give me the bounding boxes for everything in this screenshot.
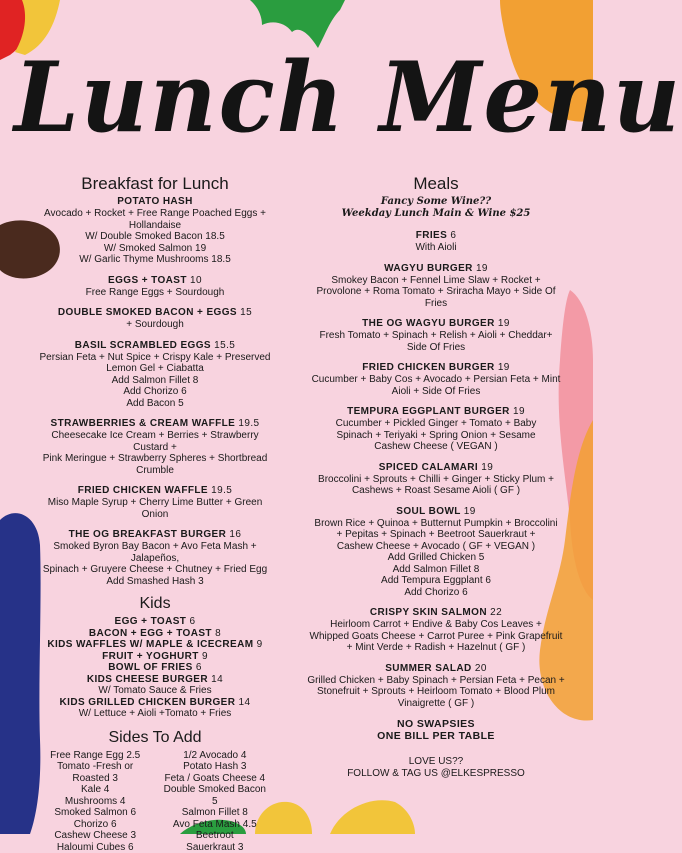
item-description-line: Smoked Byron Bay Bacon + Avo Feta Mash + Jalapeños, [36, 541, 274, 564]
side-item: Free Range Egg 2.5 [40, 750, 150, 762]
menu-item [36, 418, 274, 476]
item-name-text: THE OG BREAKFAST BURGER [69, 529, 227, 540]
item-price: 8 [215, 628, 221, 639]
item-price: 15.5 [214, 340, 235, 351]
item-description-line: Cashew Cheese + Avocado ( GF + VEGAN ) [300, 541, 572, 553]
item-name-text: KIDS CHEESE BURGER [87, 674, 208, 685]
menu-item-name [36, 662, 274, 674]
kids-section-title: Kids [36, 594, 274, 614]
menu-item-name [36, 697, 274, 709]
item-description-line: Add Smashed Hash 3 [36, 576, 274, 588]
item-description-line: Pink Meringue + Strawberry Spheres + Shortbread Crumble [36, 453, 274, 476]
side-item: Sauerkraut 3 [160, 842, 270, 853]
item-description-line: Add Tempura Eggplant 6 [300, 575, 572, 587]
menu-item-name [36, 674, 274, 686]
item-name-text: WAGYU BURGER [384, 263, 473, 274]
item-description-line: Cheesecake Ice Cream + Berries + Strawberry Custard + [36, 430, 274, 453]
item-description-line: Add Salmon Fillet 8 [36, 375, 274, 387]
item-description-line: Cashew Cheese ( VEGAN ) [300, 441, 572, 453]
yellow-bottom-shape-2 [330, 800, 415, 834]
side-item: Double Smoked Bacon 5 [160, 784, 270, 807]
item-name-text: FRUIT + YOGHURT [102, 651, 199, 662]
notice-one-bill: ONE BILL PER TABLE [300, 730, 572, 742]
menu-item [300, 318, 572, 353]
item-name-text: CRISPY SKIN SALMON [370, 607, 487, 618]
menu-item-name [36, 639, 274, 651]
sides-section-title: Sides To Add [36, 728, 274, 748]
item-description-line: W/ Lettuce + Aioli +Tomato + Fries [36, 708, 274, 720]
item-description-line: Hollandaise [36, 220, 274, 232]
item-description-line: With Aioli [300, 242, 572, 254]
item-name-text: FRIED CHICKEN WAFFLE [78, 485, 208, 496]
menu-item-name [36, 529, 274, 541]
side-item: Salmon Fillet 8 [160, 807, 270, 819]
wine-subtitle: Fancy Some Wine?? [300, 196, 572, 208]
side-item: Chorizo 6 [40, 819, 150, 831]
item-description-line: Add Bacon 5 [36, 398, 274, 410]
menu-item [36, 275, 274, 299]
menu-item-name [36, 651, 274, 663]
item-name-text: KIDS WAFFLES W/ MAPLE & ICECREAM [47, 639, 253, 650]
item-name-text: POTATO HASH [117, 196, 193, 207]
footer-love-us: LOVE US?? [300, 756, 572, 768]
menu-item [300, 406, 572, 453]
item-description-line: Cucumber + Pickled Ginger + Tomato + Baby [300, 418, 572, 430]
side-item: Kale 4 [40, 784, 150, 796]
breakfast-section-title: Breakfast for Lunch [36, 174, 274, 194]
item-description-line: W/ Garlic Thyme Mushrooms 18.5 [36, 254, 274, 266]
menu-item-name [300, 230, 572, 242]
breakfast-items [36, 196, 274, 587]
footer-follow: FOLLOW & TAG US @ELKESPRESSO [300, 768, 572, 780]
item-description-line: W/ Double Smoked Bacon 18.5 [36, 231, 274, 243]
item-price: 20 [475, 663, 487, 674]
menu-item-name [300, 462, 572, 474]
item-price: 6 [196, 662, 202, 673]
side-item: Tomato -Fresh or [40, 761, 150, 773]
menu-item [300, 263, 572, 310]
item-name-text: EGGS + TOAST [108, 275, 187, 286]
menu-item-name [36, 628, 274, 640]
item-description-line: Miso Maple Syrup + Cherry Lime Butter + Green Onion [36, 497, 274, 520]
menu-item-name [300, 506, 572, 518]
item-name-text: DOUBLE SMOKED BACON + EGGS [58, 307, 237, 318]
menu-item [300, 607, 572, 654]
item-name-text: BASIL SCRAMBLED EGGS [75, 340, 211, 351]
item-price: 15 [240, 307, 252, 318]
menu-item-name [300, 406, 572, 418]
menu-item [36, 651, 274, 663]
menu-item-name [36, 340, 274, 352]
menu-item [36, 639, 274, 651]
menu-item [36, 616, 274, 628]
navy-blob-shape [0, 513, 41, 834]
menu-item [36, 529, 274, 587]
menu-item [36, 196, 274, 266]
item-description-line: Aioli + Side Of Fries [300, 386, 572, 398]
menu-item [36, 485, 274, 520]
item-description-line: Cucumber + Baby Cos + Avocado + Persian Feta + Mint [300, 374, 572, 386]
item-description-line: Add Salmon Fillet 8 [300, 564, 572, 576]
item-name-text: SOUL BOWL [396, 506, 460, 517]
item-price: 19 [513, 406, 525, 417]
side-item: Potato Hash 3 [160, 761, 270, 773]
side-item: Cashew Cheese 3 [40, 830, 150, 842]
item-description-line: Vinaigrette ( GF ) [300, 698, 572, 710]
item-description-line: Persian Feta + Nut Spice + Crispy Kale + Preserved [36, 352, 274, 364]
item-name-text: TEMPURA EGGPLANT BURGER [347, 406, 510, 417]
menu-item-name [300, 263, 572, 275]
menu-item-name [300, 362, 572, 374]
side-item: Haloumi Cubes 6 [40, 842, 150, 853]
item-description-line: Side Of Fries [300, 342, 572, 354]
side-item: Mushrooms 4 [40, 796, 150, 808]
item-name-text: FRIES [416, 230, 447, 241]
menu-item-name [36, 275, 274, 287]
side-item: Avo Feta Mash 4.5 [160, 819, 270, 831]
item-name-text: STRAWBERRIES & CREAM WAFFLE [51, 418, 236, 429]
menu-item [36, 697, 274, 720]
menu-item [300, 663, 572, 710]
item-price: 19.5 [211, 485, 232, 496]
item-description-line: Heirloom Carrot + Endive & Baby Cos Leaves + [300, 619, 572, 631]
menu-item [36, 340, 274, 410]
menu-item [36, 674, 274, 697]
item-description-line: Free Range Eggs + Sourdough [36, 287, 274, 299]
item-price: 19 [476, 263, 488, 274]
menu-item-name [36, 418, 274, 430]
item-price: 19 [498, 362, 510, 373]
menu-item [36, 628, 274, 640]
item-description-line: Broccolini + Sprouts + Chilli + Ginger + Sticky Plum + [300, 474, 572, 486]
menu-item-name [36, 485, 274, 497]
wine-deal: Weekday Lunch Main & Wine $25 [300, 208, 572, 220]
item-price: 10 [190, 275, 202, 286]
item-description-line: Stonefruit + Sprouts + Heirloom Tomato + Blood Plum [300, 686, 572, 698]
sides-left-column [40, 750, 150, 853]
item-price: 19.5 [238, 418, 259, 429]
item-description-line: Fries [300, 298, 572, 310]
item-description-line: + Pepitas + Spinach + Beetroot Sauerkraut + [300, 529, 572, 541]
item-price: 6 [189, 616, 195, 627]
item-name-text: SPICED CALAMARI [379, 462, 478, 473]
item-description-line: Provolone + Roma Tomato + Sriracha Mayo + Side Of [300, 286, 572, 298]
item-description-line: Add Chorizo 6 [36, 386, 274, 398]
item-name-text: BOWL OF FRIES [108, 662, 192, 673]
footer-notices [300, 718, 572, 779]
item-name-text: SUMMER SALAD [385, 663, 471, 674]
menu-item [300, 230, 572, 254]
item-price: 6 [450, 230, 456, 241]
menu-item [300, 506, 572, 599]
item-description-line: Spinach + Teriyaki + Spring Onion + Sesame [300, 430, 572, 442]
menu-item [300, 362, 572, 397]
item-description-line: Whipped Goats Cheese + Carrot Puree + Pink Grapefruit [300, 631, 572, 643]
menu-item-name [36, 196, 274, 208]
item-price: 19 [464, 506, 476, 517]
right-column [300, 174, 572, 779]
item-description-line: Add Chorizo 6 [300, 587, 572, 599]
item-price: 19 [498, 318, 510, 329]
item-price: 9 [257, 639, 263, 650]
sides-right-column [160, 750, 270, 853]
left-column [36, 174, 274, 853]
side-item: Roasted 3 [40, 773, 150, 785]
kids-items [36, 616, 274, 720]
item-description-line: W/ Tomato Sauce & Fries [36, 685, 274, 697]
menu-title: Lunch Menu [14, 38, 566, 158]
item-description-line: Brown Rice + Quinoa + Butternut Pumpkin + Broccolini [300, 518, 572, 530]
menu-item-name [36, 616, 274, 628]
side-item: Feta / Goats Cheese 4 [160, 773, 270, 785]
menu-item [300, 462, 572, 497]
item-description-line: Avocado + Rocket + Free Range Poached Eggs + [36, 208, 274, 220]
meals-section-title: Meals [300, 174, 572, 194]
notice-no-swapsies: NO SWAPSIES [300, 718, 572, 730]
side-item: Beetroot [160, 830, 270, 842]
item-price: 9 [202, 651, 208, 662]
item-name-text: KIDS GRILLED CHICKEN BURGER [60, 697, 236, 708]
item-description-line: Spinach + Gruyere Cheese + Chutney + Fried Egg [36, 564, 274, 576]
item-description-line: Smokey Bacon + Fennel Lime Slaw + Rocket + [300, 275, 572, 287]
item-description-line: + Mint Verde + Radish + Hazelnut ( GF ) [300, 642, 572, 654]
item-description-line: Fresh Tomato + Spinach + Relish + Aioli + Cheddar+ [300, 330, 572, 342]
item-name-text: BACON + EGG + TOAST [89, 628, 212, 639]
item-name-text: FRIED CHICKEN BURGER [362, 362, 494, 373]
item-description-line: Add Grilled Chicken 5 [300, 552, 572, 564]
menu-item-name [300, 318, 572, 330]
item-name-text: EGG + TOAST [115, 616, 187, 627]
item-description-line: Lemon Gel + Ciabatta [36, 363, 274, 375]
item-price: 19 [481, 462, 493, 473]
item-price: 14 [211, 674, 223, 685]
menu-item-name [300, 607, 572, 619]
sides-grid [36, 750, 274, 853]
item-price: 16 [229, 529, 241, 540]
item-price: 22 [490, 607, 502, 618]
meals-items [300, 230, 572, 709]
item-description-line: + Sourdough [36, 319, 274, 331]
menu-item-name [36, 307, 274, 319]
item-description-line: Grilled Chicken + Baby Spinach + Persian Feta + Pecan + [300, 675, 572, 687]
menu-item [36, 307, 274, 331]
side-item: 1/2 Avocado 4 [160, 750, 270, 762]
item-price: 14 [239, 697, 251, 708]
menu-item-name [300, 663, 572, 675]
side-item: Smoked Salmon 6 [40, 807, 150, 819]
item-description-line: W/ Smoked Salmon 19 [36, 243, 274, 255]
item-name-text: THE OG WAGYU BURGER [362, 318, 495, 329]
menu-item [36, 662, 274, 674]
item-description-line: Cashews + Roast Sesame Aioli ( GF ) [300, 485, 572, 497]
